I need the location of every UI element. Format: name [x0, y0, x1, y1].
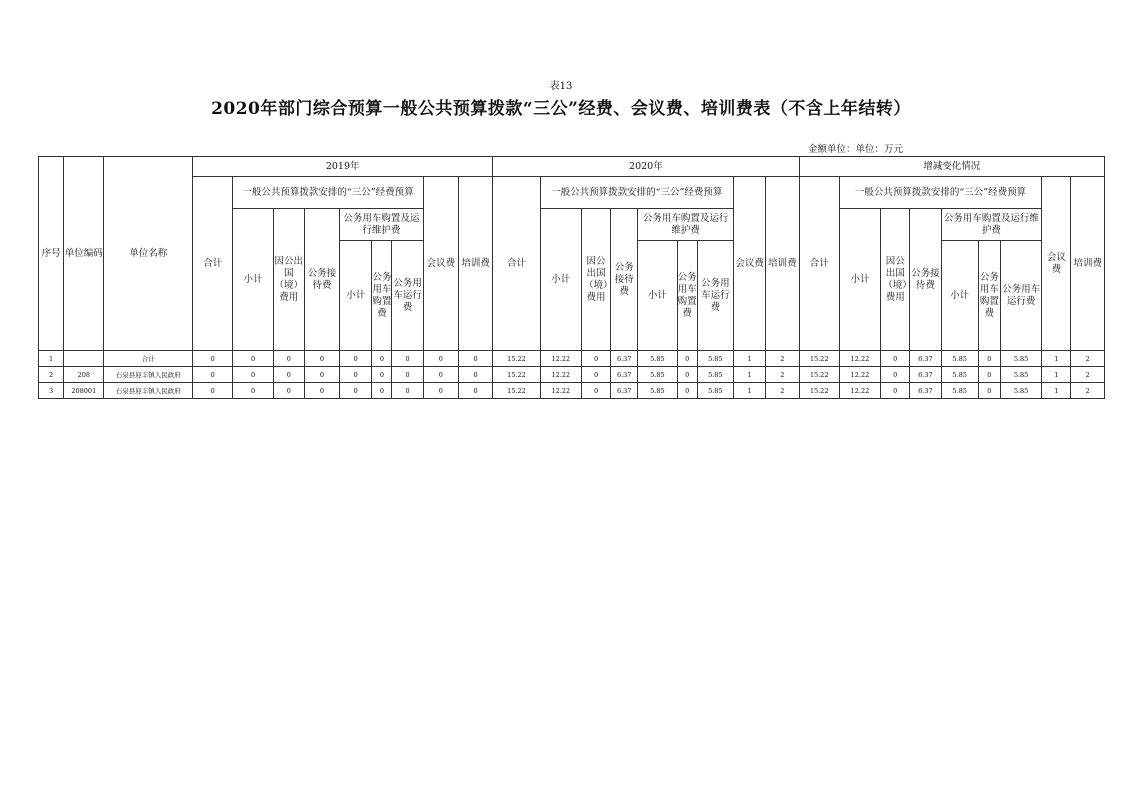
cell-value: 0 [273, 383, 304, 399]
cell-value: 12.22 [839, 351, 880, 367]
header-abroad: 因公出国（境）费用 [273, 209, 304, 351]
header-vehicle-operation: 公务用车运行费 [697, 241, 733, 351]
cell-value: 5.85 [1000, 383, 1041, 399]
cell-value: 0 [233, 383, 273, 399]
cell-value: 0 [372, 351, 392, 367]
table-body [39, 351, 1105, 399]
header-name: 单位名称 [104, 157, 193, 351]
cell-value: 0 [372, 383, 392, 399]
cell-value: 5.85 [1000, 351, 1041, 367]
header-code: 单位编码 [64, 157, 104, 351]
cell-value: 0 [423, 351, 458, 367]
header-group-2020: 2020年 [493, 157, 799, 177]
cell-value: 0 [978, 351, 1000, 367]
cell-name: 石泉县迎丰镇人民政府 [104, 367, 193, 383]
cell-value: 0 [304, 351, 339, 367]
cell-value: 6.37 [611, 383, 638, 399]
cell-value: 0 [423, 367, 458, 383]
header-reception: 公务接待费 [304, 209, 339, 351]
cell-value: 0 [273, 367, 304, 383]
cell-value: 0 [881, 351, 910, 367]
header-vehicle-purchase: 公务用车购置费 [372, 241, 392, 351]
cell-value: 2 [1071, 367, 1105, 383]
cell-value: 2 [766, 351, 799, 367]
table-number-label: 表13 [549, 81, 573, 92]
header-training: 培训费 [1071, 177, 1105, 351]
cell-value: 12.22 [540, 383, 581, 399]
table-row [39, 383, 1105, 399]
cell-value: 0 [193, 367, 233, 383]
cell-value: 5.85 [1000, 367, 1041, 383]
header-meeting: 会议费 [733, 177, 765, 351]
cell-value: 0 [978, 367, 1000, 383]
header-sangong-budget: 一般公共预算拨款安排的“三公”经费预算 [233, 177, 423, 209]
cell-value: 0 [581, 351, 610, 367]
cell-value: 0 [233, 367, 273, 383]
header-vehicle-subtotal: 小计 [941, 241, 978, 351]
cell-value: 2 [766, 367, 799, 383]
cell-seq: 3 [39, 383, 64, 399]
cell-value: 6.37 [910, 367, 941, 383]
budget-table [38, 156, 1105, 399]
cell-value: 0 [581, 383, 610, 399]
cell-name: 合计 [104, 351, 193, 367]
header-vehicle: 公务用车购置及运行维护费 [340, 209, 424, 241]
cell-value: 12.22 [540, 367, 581, 383]
cell-code: 208 [64, 367, 104, 383]
cell-value: 6.37 [910, 383, 941, 399]
unit-note: 金额单位：单位：万元 [808, 144, 904, 155]
cell-code: 208001 [64, 383, 104, 399]
cell-value: 2 [766, 383, 799, 399]
cell-value: 0 [677, 367, 697, 383]
cell-value: 0 [273, 351, 304, 367]
cell-value: 0 [978, 383, 1000, 399]
cell-value: 15.22 [799, 383, 839, 399]
cell-value: 0 [677, 383, 697, 399]
header-abroad: 因公出国（境）费用 [581, 209, 610, 351]
cell-value: 0 [392, 383, 423, 399]
cell-value: 15.22 [493, 367, 540, 383]
cell-value: 5.85 [697, 367, 733, 383]
cell-value: 0 [340, 351, 372, 367]
cell-value: 0 [304, 367, 339, 383]
cell-value: 6.37 [611, 351, 638, 367]
cell-value: 1 [1042, 383, 1071, 399]
cell-value: 0 [881, 367, 910, 383]
cell-value: 15.22 [493, 383, 540, 399]
header-training: 培训费 [458, 177, 492, 351]
cell-name: 石泉县迎丰镇人民政府 [104, 383, 193, 399]
header-vehicle-purchase: 公务用车购置费 [677, 241, 697, 351]
header-reception: 公务接待费 [611, 209, 638, 351]
cell-value: 15.22 [799, 351, 839, 367]
header-subtotal: 小计 [839, 209, 880, 351]
cell-value: 0 [581, 367, 610, 383]
cell-value: 0 [458, 383, 492, 399]
cell-value: 5.85 [638, 367, 677, 383]
header-abroad: 因公出国（境）费用 [881, 209, 910, 351]
header-group-2019: 2019年 [193, 157, 493, 177]
cell-value: 5.85 [697, 383, 733, 399]
cell-value: 12.22 [540, 351, 581, 367]
cell-value: 6.37 [611, 367, 638, 383]
cell-value: 0 [233, 351, 273, 367]
cell-value: 2 [1071, 351, 1105, 367]
header-training: 培训费 [766, 177, 799, 351]
cell-code [64, 351, 104, 367]
header-vehicle: 公务用车购置及运行维护费 [941, 209, 1042, 241]
cell-value: 12.22 [839, 383, 880, 399]
cell-value: 15.22 [799, 367, 839, 383]
cell-value: 0 [392, 351, 423, 367]
cell-value: 0 [340, 367, 372, 383]
header-subtotal: 小计 [540, 209, 581, 351]
cell-value: 5.85 [638, 351, 677, 367]
cell-seq: 1 [39, 351, 64, 367]
header-meeting: 会议费 [423, 177, 458, 351]
cell-value: 0 [458, 367, 492, 383]
cell-value: 1 [1042, 367, 1071, 383]
cell-value: 0 [193, 351, 233, 367]
cell-value: 5.85 [941, 351, 978, 367]
cell-value: 2 [1071, 383, 1105, 399]
header-sangong-budget: 一般公共预算拨款安排的“三公”经费预算 [839, 177, 1041, 209]
cell-value: 15.22 [493, 351, 540, 367]
header-total: 合计 [493, 177, 540, 351]
header-total: 合计 [193, 177, 233, 351]
cell-value: 0 [193, 383, 233, 399]
cell-value: 1 [733, 351, 765, 367]
header-vehicle-operation: 公务用车运行费 [392, 241, 423, 351]
header-vehicle: 公务用车购置及运行维护费 [638, 209, 734, 241]
cell-value: 0 [423, 383, 458, 399]
cell-value: 1 [733, 367, 765, 383]
table-row [39, 367, 1105, 383]
cell-value: 5.85 [697, 351, 733, 367]
cell-value: 0 [372, 367, 392, 383]
header-vehicle-subtotal: 小计 [638, 241, 677, 351]
header-vehicle-operation: 公务用车运行费 [1000, 241, 1041, 351]
cell-value: 12.22 [839, 367, 880, 383]
cell-value: 1 [733, 383, 765, 399]
cell-value: 0 [340, 383, 372, 399]
header-subtotal: 小计 [233, 209, 273, 351]
header-vehicle-subtotal: 小计 [340, 241, 372, 351]
cell-value: 0 [304, 383, 339, 399]
cell-seq: 2 [39, 367, 64, 383]
header-meeting: 会议费 [1042, 177, 1071, 351]
cell-value: 0 [392, 367, 423, 383]
header-vehicle-purchase: 公务用车购置费 [978, 241, 1000, 351]
cell-value: 0 [881, 383, 910, 399]
header-group-change: 增减变化情况 [799, 157, 1104, 177]
header-total: 合计 [799, 177, 839, 351]
cell-value: 5.85 [941, 383, 978, 399]
header-sangong-budget: 一般公共预算拨款安排的“三公”经费预算 [540, 177, 733, 209]
table-row [39, 351, 1105, 367]
cell-value: 1 [1042, 351, 1071, 367]
header-reception: 公务接待费 [910, 209, 941, 351]
cell-value: 0 [677, 351, 697, 367]
header-seq: 序号 [39, 157, 64, 351]
cell-value: 5.85 [638, 383, 677, 399]
cell-value: 6.37 [910, 351, 941, 367]
page-title: 2020年部门综合预算一般公共预算拨款“三公”经费、会议费、培训费表（不含上年结转） [211, 99, 911, 119]
cell-value: 0 [458, 351, 492, 367]
cell-value: 5.85 [941, 367, 978, 383]
